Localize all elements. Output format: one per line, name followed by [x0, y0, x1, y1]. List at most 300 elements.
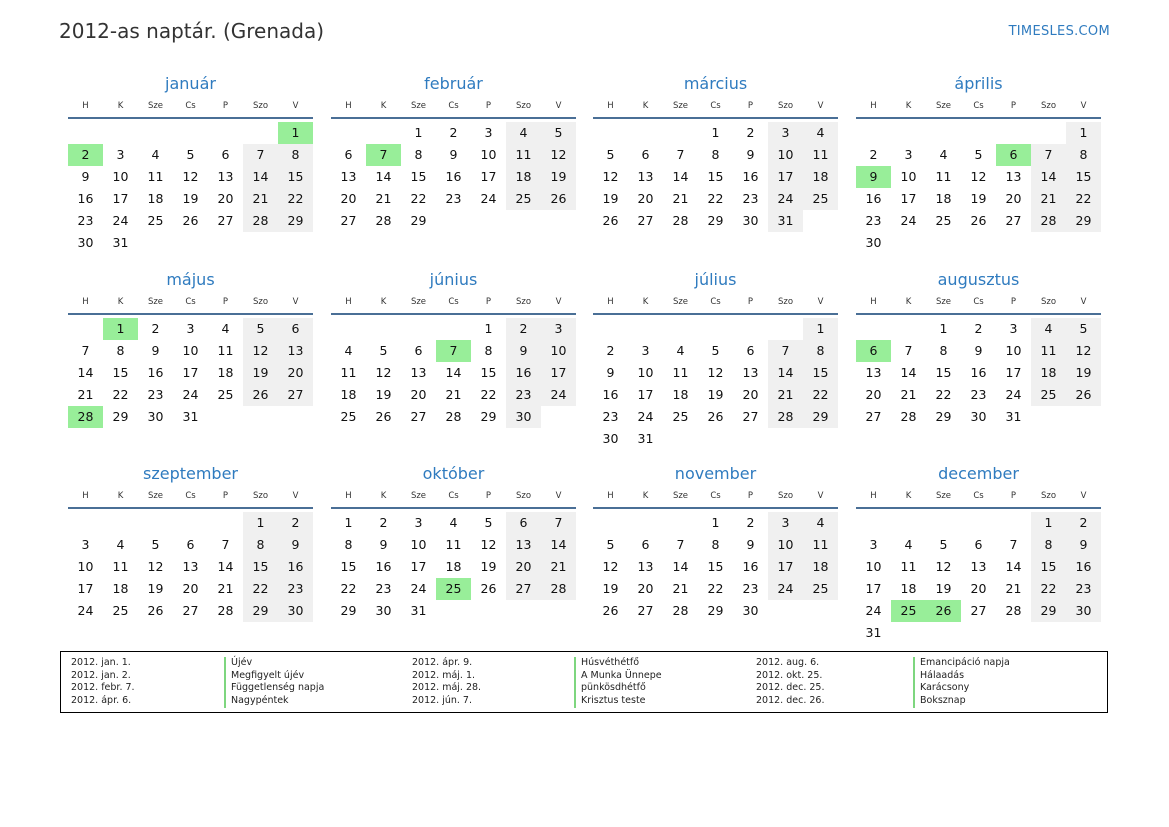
day-cell: 11 — [672, 365, 689, 380]
empty-cell — [366, 122, 401, 144]
day-cell: 27 — [217, 213, 234, 228]
day-cell: 3 — [768, 122, 803, 144]
day-grid — [856, 512, 1101, 644]
day-cell: 8 — [1031, 534, 1066, 556]
day-cell: 19 — [707, 387, 724, 402]
day-grid — [593, 318, 838, 450]
day-cell: 10 — [182, 343, 199, 358]
day-cell: 19 — [480, 559, 497, 574]
legend-date: 2012. febr. 7. — [71, 682, 135, 694]
weekday-label: Szo — [1040, 491, 1057, 501]
day-cell: 1 — [939, 321, 948, 336]
day-cell: 28 — [217, 603, 234, 618]
weekday-label: V — [555, 297, 562, 307]
month-block — [593, 73, 838, 232]
day-cell: 7 — [676, 537, 685, 552]
day-cell: 12 — [147, 559, 164, 574]
day-cell: 26 — [707, 409, 724, 424]
day-cell: 10 — [768, 144, 803, 166]
legend-date-column — [71, 657, 135, 708]
weekday-label: V — [817, 101, 824, 111]
day-cell: 13 — [1005, 169, 1022, 184]
weekday-label: P — [1010, 297, 1017, 307]
empty-cell — [926, 512, 961, 534]
weekday-label: H — [607, 297, 614, 307]
day-cell: 29 — [935, 409, 952, 424]
weekday-label: P — [222, 297, 229, 307]
day-cell: 18 — [1031, 362, 1066, 384]
brand-link[interactable]: TIMESLES.COM — [1008, 24, 1110, 39]
day-cell: 6 — [278, 318, 313, 340]
empty-cell — [891, 318, 926, 340]
day-cell: 7 — [676, 147, 685, 162]
day-cell: 28 — [900, 409, 917, 424]
day-cell: 12 — [602, 169, 619, 184]
empty-cell — [628, 122, 663, 144]
day-cell: 8 — [711, 147, 720, 162]
day-cell: 1 — [414, 125, 423, 140]
day-cell: 13 — [637, 169, 654, 184]
empty-cell — [961, 232, 996, 254]
day-cell: 28 — [768, 406, 803, 428]
legend-holiday-name: A Munka Ünnepe — [574, 670, 662, 683]
empty-cell — [926, 232, 961, 254]
day-cell: 14 — [541, 534, 576, 556]
day-cell: 2 — [746, 125, 755, 140]
empty-cell — [593, 512, 628, 534]
day-cell: 7 — [221, 537, 230, 552]
day-cell: 4 — [803, 122, 838, 144]
day-cell: 14 — [672, 169, 689, 184]
day-cell: 4 — [676, 343, 685, 358]
day-cell: 13 — [742, 365, 759, 380]
day-cell: 12 — [182, 169, 199, 184]
empty-cell — [996, 512, 1031, 534]
day-cell: 3 — [641, 343, 650, 358]
day-cell: 2 — [869, 147, 878, 162]
day-cell: 9 — [606, 365, 615, 380]
day-cell: 15 — [112, 365, 129, 380]
weekday-label: Sze — [672, 297, 689, 307]
month-block — [593, 463, 838, 622]
empty-cell — [208, 512, 243, 534]
day-cell: 5 — [939, 537, 948, 552]
empty-cell — [663, 512, 698, 534]
empty-cell — [628, 318, 663, 340]
day-cell: 1 — [711, 125, 720, 140]
day-cell: 16 — [77, 191, 94, 206]
day-cell: 24 — [865, 603, 882, 618]
day-cell: 15 — [340, 559, 357, 574]
day-cell: 26 — [926, 600, 961, 622]
legend-holiday-name: Boksznap — [913, 695, 1010, 708]
legend-holiday-name: Nagypéntek — [224, 695, 324, 708]
weekday-label: P — [747, 491, 754, 501]
empty-cell — [733, 318, 768, 340]
day-cell: 18 — [803, 166, 838, 188]
empty-cell — [208, 406, 243, 428]
empty-cell — [698, 318, 733, 340]
day-cell: 12 — [602, 559, 619, 574]
day-cell: 30 — [742, 603, 759, 618]
empty-cell — [1066, 406, 1101, 428]
empty-cell — [856, 318, 891, 340]
weekday-header — [331, 95, 576, 119]
day-cell: 3 — [116, 147, 125, 162]
day-cell: 7 — [541, 512, 576, 534]
month-name: június — [429, 270, 478, 289]
day-cell: 29 — [243, 600, 278, 622]
weekday-label: Sze — [935, 491, 952, 501]
weekday-header — [856, 95, 1101, 119]
day-cell: 7 — [1009, 537, 1018, 552]
month-name: október — [422, 464, 485, 483]
weekday-label: P — [747, 101, 754, 111]
day-cell: 2 — [746, 515, 755, 530]
day-cell: 19 — [375, 387, 392, 402]
day-cell: 13 — [182, 559, 199, 574]
day-cell: 1 — [1031, 512, 1066, 534]
weekday-header — [331, 291, 576, 315]
empty-cell — [436, 600, 471, 622]
weekday-label: Szo — [515, 101, 532, 111]
empty-cell — [278, 406, 313, 428]
empty-cell — [68, 512, 103, 534]
weekday-label: H — [82, 101, 89, 111]
day-cell: 7 — [243, 144, 278, 166]
weekday-label: H — [607, 101, 614, 111]
day-cell: 29 — [1031, 600, 1066, 622]
weekday-label: K — [905, 101, 912, 111]
empty-cell — [541, 600, 576, 622]
legend-date: 2012. ápr. 6. — [71, 695, 132, 707]
day-cell: 1 — [103, 318, 138, 340]
empty-cell — [541, 210, 576, 232]
weekday-label: H — [345, 297, 352, 307]
day-cell: 25 — [217, 387, 234, 402]
day-cell: 22 — [707, 581, 724, 596]
empty-cell — [663, 318, 698, 340]
weekday-label: Cs — [185, 101, 196, 111]
legend-holiday-name: Emancipáció napja — [913, 657, 1010, 670]
day-cell: 14 — [900, 365, 917, 380]
weekday-label: V — [292, 101, 299, 111]
month-block — [68, 73, 313, 254]
legend-name-column — [224, 657, 324, 708]
day-cell: 26 — [243, 384, 278, 406]
day-cell: 12 — [1066, 340, 1101, 362]
day-cell: 17 — [112, 191, 129, 206]
weekday-label: Szo — [1040, 297, 1057, 307]
weekday-label: Sze — [410, 101, 427, 111]
month-block — [68, 463, 313, 622]
day-cell: 1 — [1066, 122, 1101, 144]
day-cell: 10 — [637, 365, 654, 380]
day-cell: 24 — [112, 213, 129, 228]
day-cell: 21 — [768, 384, 803, 406]
empty-cell — [891, 122, 926, 144]
day-cell: 5 — [151, 537, 160, 552]
day-cell: 6 — [974, 537, 983, 552]
day-cell: 23 — [1066, 578, 1101, 600]
day-cell: 28 — [375, 213, 392, 228]
day-cell: 13 — [506, 534, 541, 556]
day-cell: 26 — [602, 603, 619, 618]
day-cell: 20 — [1005, 191, 1022, 206]
weekday-label: Cs — [448, 101, 459, 111]
day-cell: 11 — [217, 343, 234, 358]
empty-cell — [891, 622, 926, 644]
legend-date: 2012. ápr. 9. — [412, 657, 473, 668]
empty-cell — [961, 122, 996, 144]
day-cell: 27 — [340, 213, 357, 228]
day-cell: 11 — [803, 534, 838, 556]
day-cell: 4 — [904, 537, 913, 552]
day-cell: 20 — [506, 556, 541, 578]
weekday-label: K — [380, 101, 387, 111]
day-cell: 1 — [803, 318, 838, 340]
day-grid — [593, 512, 838, 622]
day-cell: 22 — [480, 387, 497, 402]
day-cell: 23 — [375, 581, 392, 596]
day-cell: 27 — [742, 409, 759, 424]
day-cell: 25 — [147, 213, 164, 228]
day-cell: 10 — [410, 537, 427, 552]
day-cell: 6 — [641, 147, 650, 162]
day-cell: 3 — [414, 515, 423, 530]
day-cell: 24 — [768, 188, 803, 210]
day-cell: 19 — [541, 166, 576, 188]
day-cell: 21 — [900, 387, 917, 402]
day-cell: 9 — [81, 169, 90, 184]
day-cell: 28 — [1031, 210, 1066, 232]
day-cell: 1 — [278, 122, 313, 144]
day-cell: 14 — [1031, 166, 1066, 188]
day-cell: 15 — [278, 166, 313, 188]
empty-cell — [926, 122, 961, 144]
day-cell: 23 — [742, 581, 759, 596]
legend-holiday-name: pünkösdhétfő — [574, 682, 662, 695]
day-cell: 17 — [77, 581, 94, 596]
month-block — [856, 463, 1101, 644]
weekday-label: H — [82, 491, 89, 501]
day-cell: 8 — [243, 534, 278, 556]
day-cell: 6 — [996, 144, 1031, 166]
day-cell: 21 — [672, 581, 689, 596]
legend-date-column — [756, 657, 824, 708]
empty-cell — [331, 122, 366, 144]
empty-cell — [996, 232, 1031, 254]
day-cell: 17 — [182, 365, 199, 380]
day-grid — [68, 512, 313, 622]
empty-cell — [436, 210, 471, 232]
day-cell: 25 — [112, 603, 129, 618]
legend-date: 2012. jan. 2. — [71, 669, 131, 681]
day-cell: 15 — [707, 169, 724, 184]
day-cell: 30 — [1066, 600, 1101, 622]
day-cell: 20 — [217, 191, 234, 206]
empty-cell — [103, 512, 138, 534]
day-cell: 27 — [182, 603, 199, 618]
day-cell: 1 — [711, 515, 720, 530]
day-cell: 17 — [900, 191, 917, 206]
weekday-label: Sze — [410, 491, 427, 501]
day-cell: 24 — [637, 409, 654, 424]
day-cell: 26 — [147, 603, 164, 618]
weekday-label: Cs — [973, 297, 984, 307]
empty-cell — [1031, 406, 1066, 428]
day-cell: 27 — [970, 603, 987, 618]
day-grid — [331, 318, 576, 428]
day-cell: 6 — [641, 537, 650, 552]
day-cell: 20 — [742, 387, 759, 402]
day-cell: 12 — [541, 144, 576, 166]
day-cell: 25 — [1031, 384, 1066, 406]
day-cell: 23 — [970, 387, 987, 402]
day-cell: 11 — [112, 559, 129, 574]
month-name: december — [938, 464, 1019, 483]
day-cell: 3 — [904, 147, 913, 162]
legend-date: 2012. máj. 28. — [412, 682, 482, 694]
day-cell: 16 — [147, 365, 164, 380]
day-cell: 28 — [541, 578, 576, 600]
empty-cell — [103, 122, 138, 144]
day-cell: 3 — [1009, 321, 1018, 336]
weekday-label: K — [380, 297, 387, 307]
day-cell: 4 — [803, 512, 838, 534]
day-cell: 3 — [186, 321, 195, 336]
day-cell: 8 — [711, 537, 720, 552]
weekday-header — [68, 485, 313, 509]
day-cell: 5 — [711, 343, 720, 358]
legend-holiday-name: Megfigyelt újév — [224, 670, 324, 683]
weekday-label: V — [292, 297, 299, 307]
day-cell: 22 — [340, 581, 357, 596]
day-cell: 30 — [278, 600, 313, 622]
day-cell: 4 — [449, 515, 458, 530]
empty-cell — [663, 122, 698, 144]
day-cell: 6 — [221, 147, 230, 162]
day-cell: 11 — [340, 365, 357, 380]
day-cell: 7 — [366, 144, 401, 166]
day-cell: 28 — [445, 409, 462, 424]
day-cell: 2 — [606, 343, 615, 358]
legend-holiday-name: Húsvéthétfő — [574, 657, 662, 670]
month-name: március — [683, 74, 748, 93]
day-cell: 13 — [340, 169, 357, 184]
weekday-label: K — [117, 491, 124, 501]
day-cell: 22 — [1066, 188, 1101, 210]
day-cell: 30 — [77, 235, 94, 250]
empty-cell — [803, 210, 838, 232]
day-cell: 26 — [182, 213, 199, 228]
month-name: április — [954, 74, 1003, 93]
day-cell: 14 — [77, 365, 94, 380]
weekday-label: P — [222, 101, 229, 111]
empty-cell — [856, 122, 891, 144]
day-cell: 25 — [436, 578, 471, 600]
weekday-label: K — [905, 491, 912, 501]
day-cell: 31 — [182, 409, 199, 424]
day-cell: 6 — [344, 147, 353, 162]
day-cell: 27 — [506, 578, 541, 600]
empty-cell — [856, 512, 891, 534]
day-cell: 25 — [803, 188, 838, 210]
day-cell: 21 — [217, 581, 234, 596]
day-cell: 15 — [480, 365, 497, 380]
legend-date: 2012. máj. 1. — [412, 669, 476, 681]
day-cell: 18 — [445, 559, 462, 574]
empty-cell — [803, 600, 838, 622]
day-cell: 9 — [746, 147, 755, 162]
day-cell: 24 — [480, 191, 497, 206]
day-cell: 10 — [865, 559, 882, 574]
weekday-label: Szo — [777, 491, 794, 501]
day-cell: 7 — [768, 340, 803, 362]
weekday-label: H — [345, 491, 352, 501]
day-cell: 21 — [1005, 581, 1022, 596]
day-cell: 29 — [707, 603, 724, 618]
month-block — [331, 463, 576, 622]
day-cell: 29 — [707, 213, 724, 228]
day-cell: 20 — [182, 581, 199, 596]
day-cell: 16 — [1066, 556, 1101, 578]
day-grid — [856, 318, 1101, 428]
month-block — [68, 269, 313, 428]
weekday-label: H — [870, 101, 877, 111]
day-cell: 4 — [939, 147, 948, 162]
day-cell: 31 — [768, 210, 803, 232]
empty-cell — [996, 122, 1031, 144]
day-cell: 8 — [803, 340, 838, 362]
page-title: 2012-as naptár. (Grenada) — [59, 19, 325, 43]
weekday-label: Cs — [448, 297, 459, 307]
day-cell: 16 — [865, 191, 882, 206]
empty-cell — [733, 428, 768, 450]
day-cell: 16 — [278, 556, 313, 578]
empty-cell — [663, 428, 698, 450]
day-cell: 2 — [449, 125, 458, 140]
weekday-label: K — [642, 297, 649, 307]
day-cell: 3 — [81, 537, 90, 552]
day-cell: 24 — [1005, 387, 1022, 402]
weekday-label: K — [905, 297, 912, 307]
month-block — [593, 269, 838, 450]
empty-cell — [593, 122, 628, 144]
empty-cell — [471, 210, 506, 232]
day-cell: 19 — [602, 191, 619, 206]
day-cell: 22 — [243, 578, 278, 600]
day-cell: 23 — [77, 213, 94, 228]
day-cell: 23 — [147, 387, 164, 402]
weekday-label: Szo — [777, 297, 794, 307]
weekday-label: Cs — [710, 297, 721, 307]
day-cell: 13 — [217, 169, 234, 184]
day-cell: 16 — [506, 362, 541, 384]
day-cell: 18 — [900, 581, 917, 596]
day-cell: 4 — [116, 537, 125, 552]
day-grid — [68, 122, 313, 254]
day-cell: 25 — [935, 213, 952, 228]
weekday-header — [856, 485, 1101, 509]
legend-date: 2012. dec. 26. — [756, 695, 825, 707]
day-cell: 2 — [506, 318, 541, 340]
day-cell: 15 — [1031, 556, 1066, 578]
day-cell: 29 — [278, 210, 313, 232]
day-cell: 14 — [768, 362, 803, 384]
day-cell: 22 — [1031, 578, 1066, 600]
day-cell: 10 — [77, 559, 94, 574]
